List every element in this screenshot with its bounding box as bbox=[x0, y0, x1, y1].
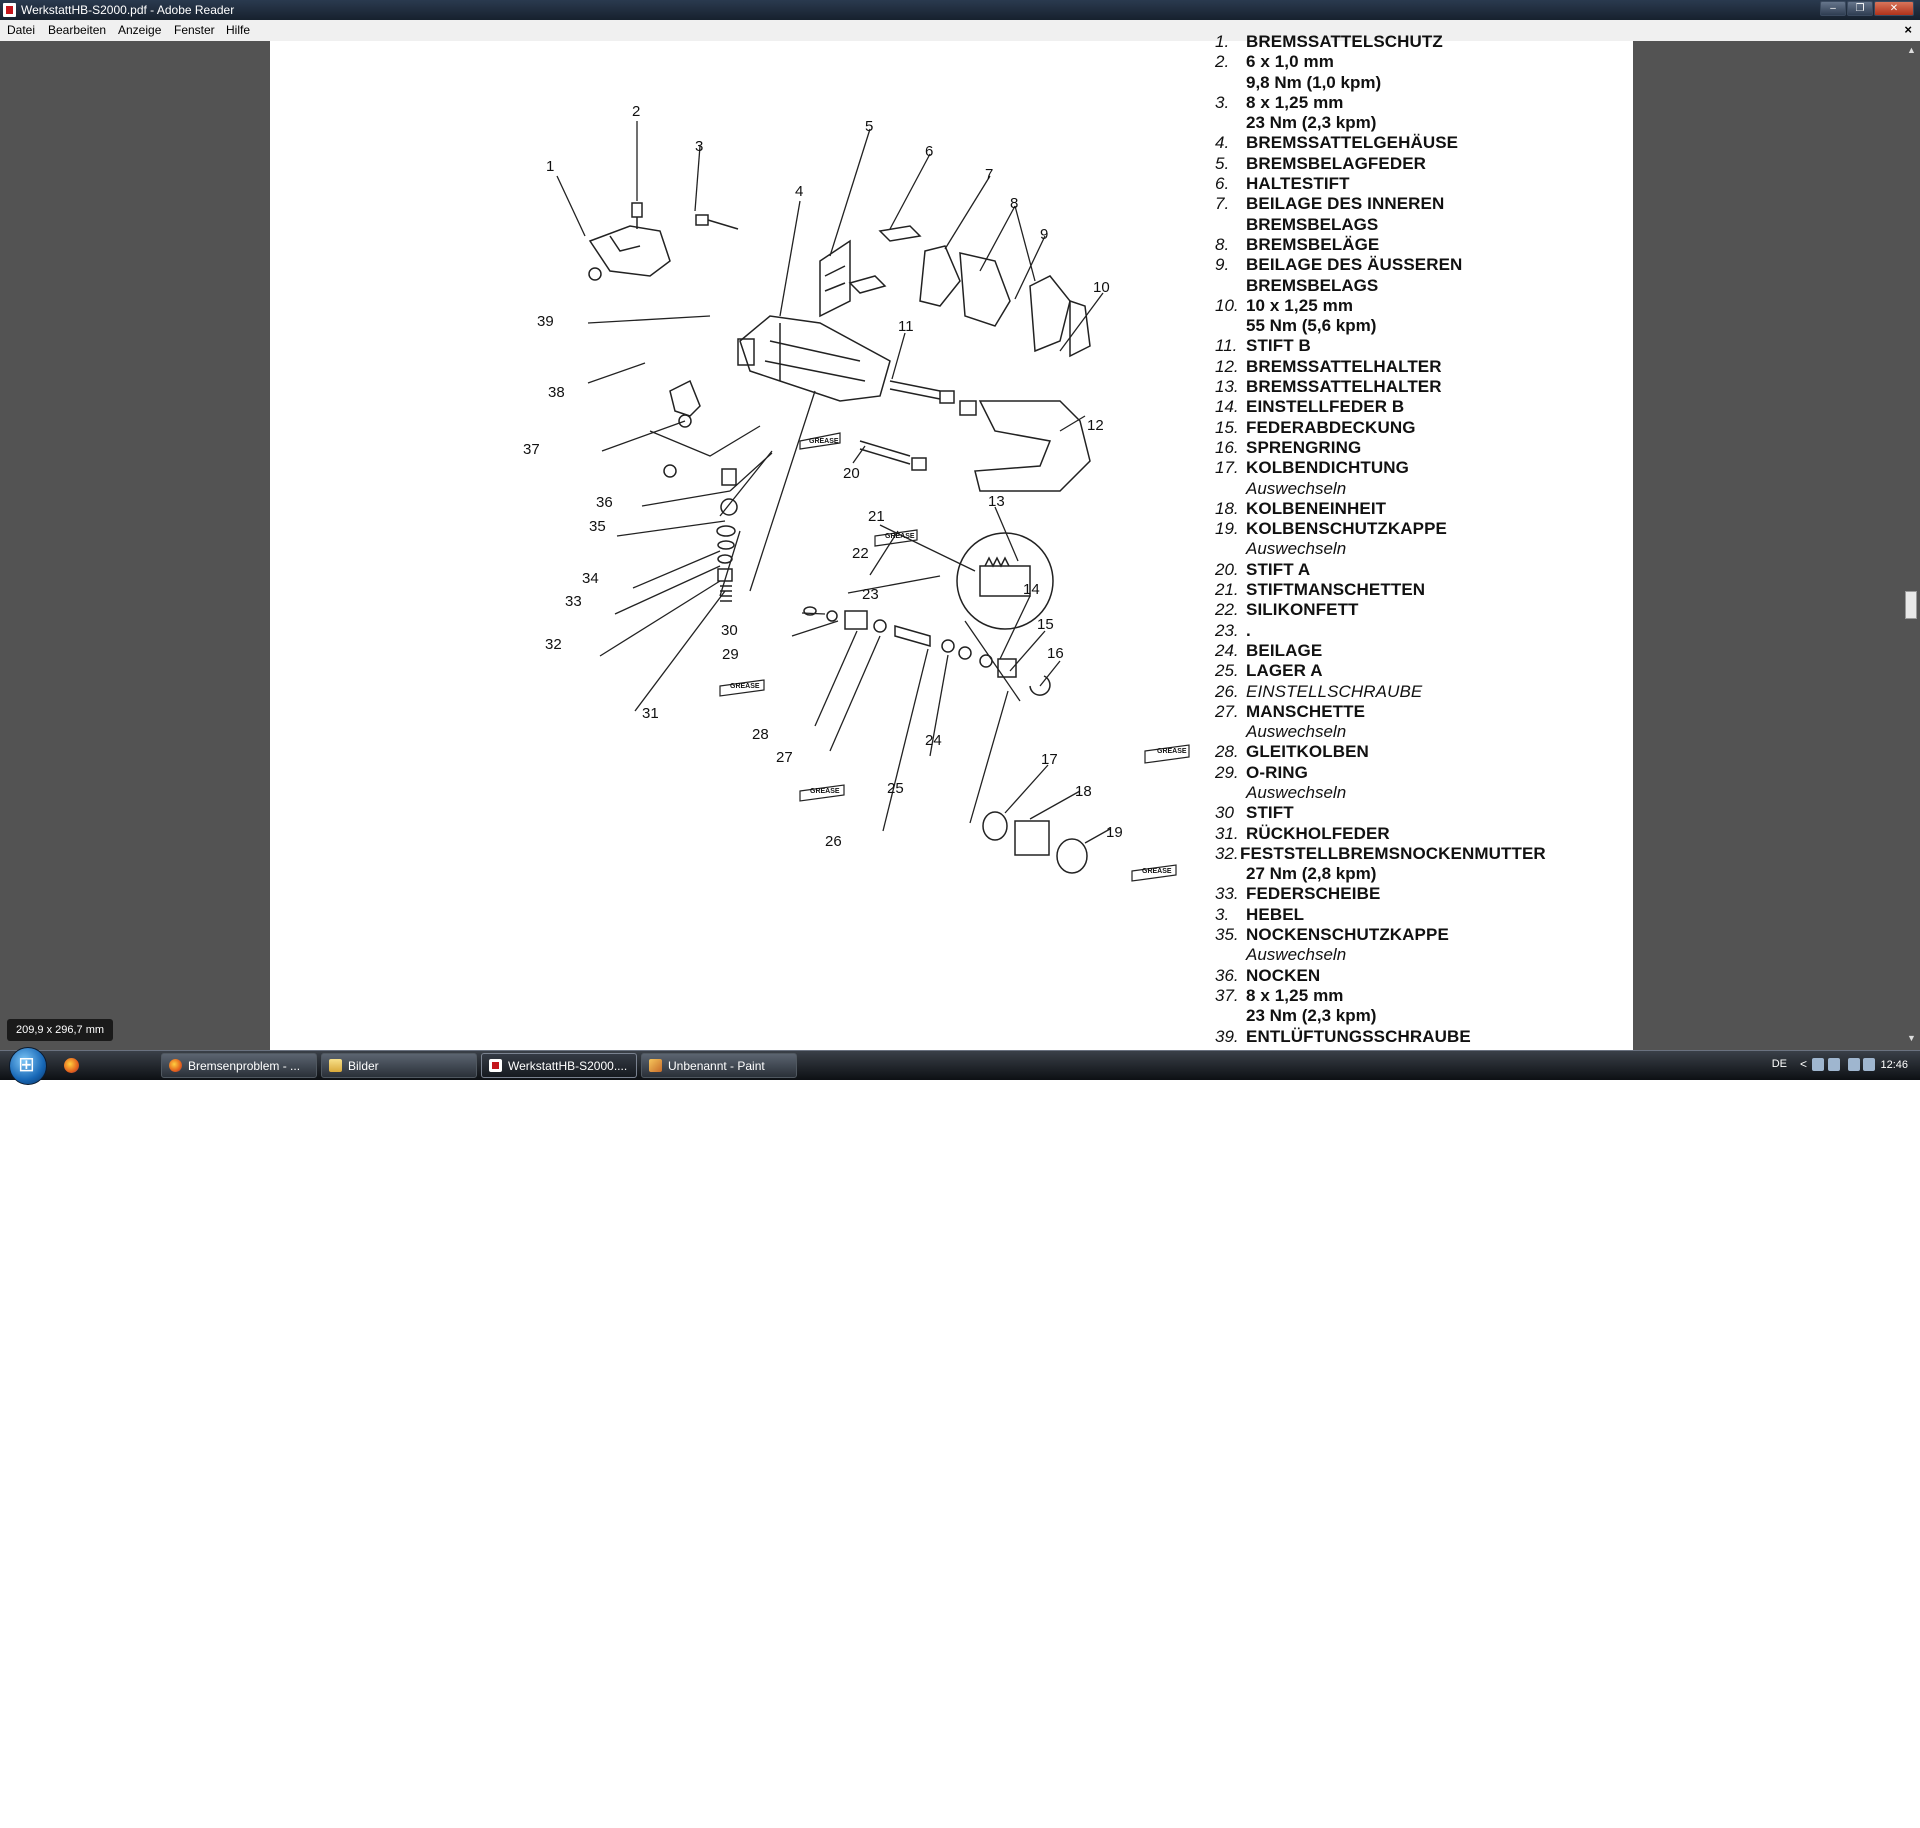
parts-list-item bbox=[1215, 966, 1625, 986]
parts-list-item bbox=[1215, 580, 1625, 600]
part-note: Auswechseln bbox=[1246, 722, 1347, 742]
part-name: FESTSTELLBREMSNOCKENMUTTER bbox=[1240, 843, 1546, 863]
tray-app-icon[interactable] bbox=[1812, 1058, 1824, 1071]
parts-list-item bbox=[1215, 519, 1625, 560]
parts-list-item bbox=[1215, 377, 1625, 397]
part-name: STIFT B bbox=[1246, 336, 1311, 356]
callout-34: 34 bbox=[582, 570, 599, 587]
callout-28: 28 bbox=[752, 726, 769, 743]
parts-list-row bbox=[1215, 458, 1625, 478]
part-number: 3. bbox=[1215, 904, 1230, 924]
part-name: BREMSBELÄGE bbox=[1246, 234, 1380, 254]
part-number: 2. bbox=[1215, 52, 1230, 72]
minimize-button[interactable]: – bbox=[1820, 1, 1846, 16]
part-name: BEILAGE DES ÄUSSEREN bbox=[1246, 255, 1463, 275]
taskbar-button-label: Bremsenproblem - ... bbox=[188, 1059, 301, 1073]
part-number: 20. bbox=[1215, 559, 1239, 579]
firefox-quicklaunch-icon[interactable] bbox=[64, 1058, 79, 1073]
parts-list-item bbox=[1215, 458, 1625, 499]
part-number: 15. bbox=[1215, 417, 1239, 437]
callout-33: 33 bbox=[565, 593, 582, 610]
part-name: NOCKEN bbox=[1246, 965, 1321, 985]
parts-list-row bbox=[1215, 32, 1625, 52]
part-number: 8. bbox=[1215, 234, 1230, 254]
callout-21: 21 bbox=[868, 508, 885, 525]
parts-list-item bbox=[1215, 52, 1625, 93]
part-name: HALTESTIFT bbox=[1246, 174, 1350, 194]
start-button[interactable] bbox=[9, 1047, 47, 1085]
menu-bar bbox=[0, 20, 1920, 42]
system-tray bbox=[1680, 1051, 1920, 1079]
callout-2: 2 bbox=[632, 103, 641, 120]
parts-list-item bbox=[1215, 641, 1625, 661]
part-number: 24. bbox=[1215, 640, 1239, 660]
callout-39: 39 bbox=[537, 313, 554, 330]
clock[interactable]: 12:46 bbox=[1880, 1059, 1908, 1071]
parts-list-row bbox=[1215, 844, 1625, 864]
menu-anzeige[interactable]: Anzeige bbox=[118, 23, 162, 37]
parts-list-row bbox=[1215, 296, 1625, 316]
part-name: KOLBENDICHTUNG bbox=[1246, 458, 1409, 478]
part-number: 19. bbox=[1215, 519, 1239, 539]
pad-spring-drawing bbox=[820, 241, 850, 316]
parts-list-item bbox=[1215, 682, 1625, 702]
part-number: 9. bbox=[1215, 255, 1230, 275]
part-number: 27. bbox=[1215, 701, 1239, 721]
parts-list-row bbox=[1215, 925, 1625, 945]
taskbar-button-firefox[interactable] bbox=[161, 1053, 317, 1078]
callout-37: 37 bbox=[523, 441, 540, 458]
parts-list-item bbox=[1215, 357, 1625, 377]
vertical-scrollbar[interactable] bbox=[1903, 41, 1920, 1050]
parts-list-row bbox=[1215, 661, 1625, 681]
menu-fenster[interactable]: Fenster bbox=[174, 23, 215, 37]
part-number: 7. bbox=[1215, 194, 1230, 214]
part-number: 22. bbox=[1215, 600, 1239, 620]
paint-icon bbox=[649, 1059, 662, 1072]
parts-list-item bbox=[1215, 560, 1625, 580]
parking-brake-parts-drawing bbox=[664, 381, 737, 601]
part-number: 17. bbox=[1215, 458, 1239, 478]
part-name: BEILAGE bbox=[1246, 640, 1323, 660]
callout-38: 38 bbox=[548, 384, 565, 401]
callout-29: 29 bbox=[722, 646, 739, 663]
part-number: 29. bbox=[1215, 762, 1239, 782]
part-name: STIFT bbox=[1246, 803, 1294, 823]
callout-36: 36 bbox=[596, 494, 613, 511]
parts-list-item bbox=[1215, 824, 1625, 844]
grease-tubes-drawing bbox=[720, 433, 1189, 881]
part-number: 12. bbox=[1215, 356, 1239, 376]
callout-13: 13 bbox=[988, 493, 1005, 510]
callout-17: 17 bbox=[1041, 751, 1058, 768]
taskbar bbox=[0, 1050, 1920, 1080]
callout-6: 6 bbox=[925, 143, 934, 160]
part-number: 6. bbox=[1215, 174, 1230, 194]
part-name: 6 x 1,0 mm bbox=[1246, 52, 1334, 72]
parts-list-item bbox=[1215, 803, 1625, 823]
part-name: SILIKONFETT bbox=[1246, 600, 1359, 620]
caliper-guard-drawing bbox=[589, 226, 670, 280]
document-area[interactable] bbox=[0, 32, 1920, 1050]
parts-list-item bbox=[1215, 702, 1625, 743]
part-number: 13. bbox=[1215, 377, 1239, 397]
callout-15: 15 bbox=[1037, 616, 1054, 633]
callout-10: 10 bbox=[1093, 279, 1110, 296]
parts-list-row bbox=[1215, 336, 1625, 356]
parts-list-item bbox=[1215, 925, 1625, 966]
pins-and-boots-drawing bbox=[860, 381, 976, 470]
part-name: FEDERSCHEIBE bbox=[1246, 884, 1381, 904]
grease-label: GREASE bbox=[809, 438, 839, 445]
part-spec: 55 Nm (5,6 kpm) bbox=[1246, 316, 1377, 336]
parts-list-row bbox=[1215, 742, 1625, 762]
menu-bearbeiten[interactable]: Bearbeiten bbox=[48, 23, 107, 37]
pdf-icon bbox=[489, 1059, 502, 1072]
parts-list-row bbox=[1215, 377, 1625, 397]
part-name: ENTLÜFTUNGSSCHRAUBE bbox=[1246, 1026, 1471, 1046]
part-spec: 23 Nm (2,3 kpm) bbox=[1246, 113, 1377, 133]
part-name: 10 x 1,25 mm bbox=[1246, 295, 1354, 315]
part-number: 3. bbox=[1215, 92, 1230, 112]
callout-7: 7 bbox=[985, 166, 994, 183]
parts-list-item bbox=[1215, 418, 1625, 438]
parts-list-item bbox=[1215, 884, 1625, 904]
parts-list-row bbox=[1215, 966, 1625, 986]
language-indicator[interactable]: DE bbox=[1771, 1058, 1787, 1070]
parts-list bbox=[1215, 32, 1625, 1067]
menu-hilfe[interactable]: Hilfe bbox=[226, 23, 251, 37]
part-number: 35. bbox=[1215, 925, 1239, 945]
parts-list-item bbox=[1215, 255, 1625, 296]
part-name: KOLBENEINHEIT bbox=[1246, 498, 1387, 518]
parts-list-row bbox=[1215, 803, 1625, 823]
part-name: KOLBENSCHUTZKAPPE bbox=[1246, 519, 1447, 539]
retaining-pin-drawing bbox=[850, 226, 920, 293]
close-button[interactable]: ✕ bbox=[1874, 1, 1914, 16]
scroll-up-icon[interactable]: ▲ bbox=[1907, 45, 1916, 55]
parts-list-item bbox=[1215, 32, 1625, 52]
callout-12: 12 bbox=[1087, 417, 1104, 434]
parts-list-row bbox=[1215, 560, 1625, 580]
scroll-thumb[interactable] bbox=[1905, 591, 1917, 619]
part-number: 31. bbox=[1215, 823, 1239, 843]
piston-assembly-drawing bbox=[804, 607, 1087, 873]
part-number: 18. bbox=[1215, 498, 1239, 518]
part-name: 8 x 1,25 mm bbox=[1246, 92, 1344, 112]
parts-list-item bbox=[1215, 296, 1625, 337]
parts-list-row bbox=[1215, 905, 1625, 925]
adobe-reader-icon bbox=[3, 3, 16, 17]
part-note: Auswechseln bbox=[1246, 478, 1347, 498]
part-note: Auswechseln bbox=[1246, 945, 1347, 965]
window-controls bbox=[1819, 1, 1914, 16]
part-name: BREMSSATTELSCHUTZ bbox=[1246, 32, 1443, 51]
parts-list-item bbox=[1215, 194, 1625, 235]
parts-list-row bbox=[1215, 621, 1625, 641]
grease-label: GREASE bbox=[730, 683, 760, 690]
part-spec: BREMSBELAGS bbox=[1246, 275, 1379, 295]
part-name: EINSTELLSCHRAUBE bbox=[1246, 681, 1423, 701]
grease-label: GREASE bbox=[810, 788, 840, 795]
part-number: 16. bbox=[1215, 437, 1239, 457]
callout-16: 16 bbox=[1047, 645, 1064, 662]
callout-9: 9 bbox=[1040, 226, 1049, 243]
part-name: MANSCHETTE bbox=[1246, 701, 1366, 721]
part-name: STIFTMANSCHETTEN bbox=[1246, 580, 1426, 600]
part-number: 33. bbox=[1215, 884, 1239, 904]
parts-list-row bbox=[1215, 174, 1625, 194]
part-number: 32. bbox=[1215, 843, 1239, 863]
parts-list-item bbox=[1215, 600, 1625, 620]
parts-list-item bbox=[1215, 986, 1625, 1027]
title-bar[interactable] bbox=[0, 0, 1920, 20]
part-number: 36. bbox=[1215, 965, 1239, 985]
tray-app-icon[interactable] bbox=[1828, 1058, 1840, 1071]
page-size-tooltip: 209,9 x 296,7 mm bbox=[7, 1019, 113, 1041]
parts-list-row bbox=[1215, 154, 1625, 174]
part-name: BREMSSATTELHALTER bbox=[1246, 356, 1442, 376]
part-number: 11. bbox=[1215, 336, 1238, 356]
taskbar-button-adobe-reader[interactable] bbox=[481, 1053, 637, 1078]
tray-expand-icon[interactable]: < bbox=[1799, 1057, 1807, 1071]
parts-list-row bbox=[1215, 986, 1625, 1006]
part-name: BREMSSATTELHALTER bbox=[1246, 377, 1442, 397]
parts-list-row bbox=[1215, 418, 1625, 438]
pdf-page bbox=[270, 32, 1633, 1050]
part-number: 10. bbox=[1215, 295, 1239, 315]
parts-list-item bbox=[1215, 235, 1625, 255]
part-number: 37. bbox=[1215, 985, 1239, 1005]
parts-list-row bbox=[1215, 641, 1625, 661]
taskbar-button-bilder[interactable] bbox=[321, 1053, 477, 1078]
parts-list-item bbox=[1215, 397, 1625, 417]
part-number: 4. bbox=[1215, 133, 1230, 153]
callout-5: 5 bbox=[865, 118, 874, 135]
parts-list-item bbox=[1215, 844, 1625, 885]
part-number: 25. bbox=[1215, 661, 1239, 681]
callout-14: 14 bbox=[1023, 581, 1040, 598]
callout-20: 20 bbox=[843, 465, 860, 482]
callout-26: 26 bbox=[825, 833, 842, 850]
tray-network-icon[interactable] bbox=[1848, 1058, 1860, 1071]
parts-list-item bbox=[1215, 174, 1625, 194]
parts-list-item bbox=[1215, 133, 1625, 153]
parts-list-item bbox=[1215, 661, 1625, 681]
callout-35: 35 bbox=[589, 518, 606, 535]
parts-list-row bbox=[1215, 600, 1625, 620]
parts-list-row bbox=[1215, 763, 1625, 783]
part-name: GLEITKOLBEN bbox=[1246, 742, 1369, 762]
callout-4: 4 bbox=[795, 183, 804, 200]
tray-volume-icon[interactable] bbox=[1863, 1058, 1875, 1071]
part-name: STIFT A bbox=[1246, 559, 1311, 579]
callout-11: 11 bbox=[898, 318, 914, 335]
parts-list-item bbox=[1215, 499, 1625, 519]
part-number: 30 bbox=[1215, 803, 1234, 823]
taskbar-button-paint[interactable] bbox=[641, 1053, 797, 1078]
callout-1: 1 bbox=[546, 158, 555, 175]
document-close-icon[interactable]: × bbox=[1904, 22, 1912, 37]
parts-list-row bbox=[1215, 499, 1625, 519]
parts-list-row bbox=[1215, 357, 1625, 377]
part-name: 8 x 1,25 mm bbox=[1246, 985, 1344, 1005]
part-number: 1. bbox=[1215, 32, 1230, 51]
parts-list-row bbox=[1215, 235, 1625, 255]
callout-3: 3 bbox=[695, 138, 704, 155]
parts-list-row bbox=[1215, 397, 1625, 417]
parts-list-row bbox=[1215, 93, 1625, 113]
part-number: 28. bbox=[1215, 742, 1239, 762]
callout-18: 18 bbox=[1075, 783, 1092, 800]
parts-list-row bbox=[1215, 133, 1625, 153]
menu-datei[interactable]: Datei bbox=[7, 23, 36, 37]
scroll-down-icon[interactable]: ▼ bbox=[1907, 1033, 1916, 1043]
part-note: Auswechseln bbox=[1246, 539, 1347, 559]
parts-list-row bbox=[1215, 438, 1625, 458]
part-spec: BREMSBELAGS bbox=[1246, 214, 1379, 234]
part-number: 21. bbox=[1215, 580, 1239, 600]
parts-list-row bbox=[1215, 884, 1625, 904]
bolt-2-drawing bbox=[632, 203, 642, 229]
part-number: 14. bbox=[1215, 397, 1239, 417]
part-name: FEDERABDECKUNG bbox=[1246, 417, 1416, 437]
brake-pads-drawing bbox=[920, 246, 1090, 356]
caliper-bracket-drawing bbox=[975, 401, 1090, 491]
parts-list-row bbox=[1215, 1027, 1625, 1047]
part-number: 23. bbox=[1215, 620, 1239, 640]
parts-list-row bbox=[1215, 519, 1625, 539]
parts-list-item bbox=[1215, 336, 1625, 356]
part-name: BREMSBELAGFEDER bbox=[1246, 153, 1427, 173]
part-name: BEILAGE DES INNEREN bbox=[1246, 194, 1445, 214]
part-name: NOCKENSCHUTZKAPPE bbox=[1246, 925, 1449, 945]
grease-label: GREASE bbox=[1142, 868, 1172, 875]
part-spec: 23 Nm (2,3 kpm) bbox=[1246, 1006, 1377, 1026]
leader-lines bbox=[557, 121, 1110, 843]
callout-numbers bbox=[523, 103, 1123, 850]
callout-30: 30 bbox=[721, 622, 738, 639]
parts-list-item bbox=[1215, 154, 1625, 174]
part-name: HEBEL bbox=[1246, 904, 1305, 924]
parts-list-item bbox=[1215, 742, 1625, 762]
parts-list-row bbox=[1215, 580, 1625, 600]
parts-list-row bbox=[1215, 824, 1625, 844]
callout-23: 23 bbox=[862, 586, 879, 603]
caliper-body-drawing bbox=[738, 316, 890, 401]
grease-label: GREASE bbox=[1157, 748, 1187, 755]
callout-24: 24 bbox=[925, 732, 942, 749]
parts-list-item bbox=[1215, 438, 1625, 458]
callout-25: 25 bbox=[887, 780, 904, 797]
parts-list-row bbox=[1215, 682, 1625, 702]
part-spec: 9,8 Nm (1,0 kpm) bbox=[1246, 72, 1382, 92]
parts-list-row bbox=[1215, 255, 1625, 275]
firefox-icon bbox=[169, 1059, 182, 1072]
part-note: Auswechseln bbox=[1246, 782, 1347, 802]
callout-8: 8 bbox=[1010, 195, 1019, 212]
parts-list-item bbox=[1215, 905, 1625, 925]
part-name: LAGER A bbox=[1246, 661, 1323, 681]
part-name: EINSTELLFEDER B bbox=[1246, 397, 1405, 417]
callout-31: 31 bbox=[642, 705, 659, 722]
part-name: O-RING bbox=[1246, 762, 1308, 782]
window-title: WerkstattHB-S2000.pdf - Adobe Reader bbox=[21, 3, 235, 17]
part-name: SPRENGRING bbox=[1246, 437, 1362, 457]
part-spec: 27 Nm (2,8 kpm) bbox=[1246, 864, 1377, 884]
restore-button[interactable]: ❐ bbox=[1847, 1, 1873, 16]
callout-32: 32 bbox=[545, 636, 562, 653]
parts-list-row bbox=[1215, 52, 1625, 72]
callout-27: 27 bbox=[776, 749, 793, 766]
parts-list-item bbox=[1215, 621, 1625, 641]
part-name: BREMSSATTELGEHÄUSE bbox=[1246, 133, 1459, 153]
part-name: RÜCKHOLFEDER bbox=[1246, 823, 1390, 843]
parts-list-row bbox=[1215, 702, 1625, 722]
part-name: . bbox=[1246, 620, 1251, 640]
grease-labels bbox=[730, 438, 1187, 875]
parts-list-row bbox=[1215, 194, 1625, 214]
part-number: 5. bbox=[1215, 153, 1230, 173]
parts-list-item bbox=[1215, 93, 1625, 134]
part-number: 26. bbox=[1215, 681, 1239, 701]
taskbar-button-label: Bilder bbox=[348, 1059, 379, 1073]
bolt-3-drawing bbox=[696, 215, 738, 229]
part-number: 39. bbox=[1215, 1026, 1239, 1046]
callout-22: 22 bbox=[852, 545, 869, 562]
grease-label: GREASE bbox=[885, 533, 915, 540]
taskbar-button-label: WerkstattHB-S2000.... bbox=[508, 1059, 628, 1073]
taskbar-button-label: Unbenannt - Paint bbox=[668, 1059, 765, 1073]
callout-19: 19 bbox=[1106, 824, 1123, 841]
folder-icon bbox=[329, 1059, 342, 1072]
parts-list-item bbox=[1215, 763, 1625, 804]
